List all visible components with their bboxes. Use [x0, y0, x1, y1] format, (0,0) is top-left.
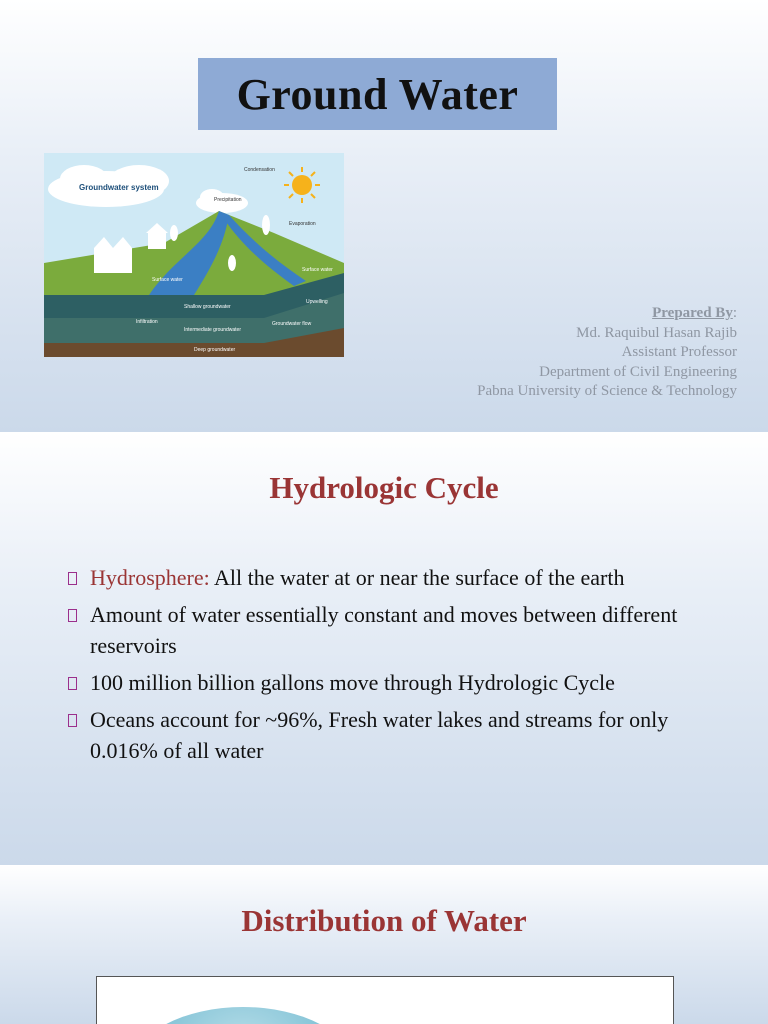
groundwater-illustration — [44, 153, 344, 357]
slide-heading: Distribution of Water — [241, 903, 527, 938]
sun-icon — [292, 175, 312, 195]
svg-text:Upwelling: Upwelling — [306, 299, 328, 305]
title-banner — [198, 58, 557, 130]
author-department: Department of Civil Engineering — [539, 363, 737, 380]
author-position: Assistant Professor — [621, 344, 737, 360]
list-item: Hydrosphere: All the water at or near the surface of the earth — [68, 562, 728, 593]
author-university: Pabna University of Science & Technology — [477, 383, 737, 399]
svg-text:Intermediate groundwater: Intermediate groundwater — [184, 327, 241, 333]
svg-text:Evaporation: Evaporation — [289, 221, 316, 227]
bullet-box-icon — [68, 714, 77, 727]
author-name: Md. Raquibul Hasan Rajib — [576, 324, 737, 341]
svg-text:Surface water: Surface water — [302, 267, 333, 273]
diagram-heading: Groundwater system — [79, 183, 159, 192]
bullet-box-icon — [68, 609, 77, 622]
groundwater-diagram — [44, 153, 344, 357]
svg-text:Condensation: Condensation — [244, 167, 275, 173]
svg-text:Shallow groundwater: Shallow groundwater — [184, 304, 231, 310]
list-item: Amount of water essentially constant and moves between different reservoirs — [68, 599, 728, 661]
slide-hydrologic-cycle — [0, 432, 768, 865]
image-frame — [96, 976, 674, 1024]
list-item: Oceans account for ~96%, Fresh water lakes and streams for only 0.016% of all water — [68, 704, 728, 766]
bullet-list — [68, 562, 728, 772]
svg-text:Infiltration: Infiltration — [136, 319, 158, 325]
slide-title: Ground Water — [236, 69, 519, 119]
prepared-by-label: Prepared By — [652, 305, 733, 321]
bullet-box-icon — [68, 572, 77, 585]
globe-image — [133, 1007, 353, 1024]
svg-text:Precipitation: Precipitation — [214, 197, 242, 203]
svg-text:Groundwater flow: Groundwater flow — [272, 321, 312, 327]
list-item: 100 million billion gallons move through Hydrologic Cycle — [68, 667, 728, 698]
prepared-by-line: Prepared By: — [652, 305, 737, 321]
bullet-box-icon — [68, 677, 77, 690]
slide-distribution-of-water — [0, 865, 768, 1024]
credits-block — [477, 304, 737, 402]
slide-heading: Hydrologic Cycle — [269, 470, 499, 505]
svg-text:Surface water: Surface water — [152, 277, 183, 283]
svg-text:Deep groundwater: Deep groundwater — [194, 347, 236, 353]
slide-ground-water — [0, 0, 768, 432]
